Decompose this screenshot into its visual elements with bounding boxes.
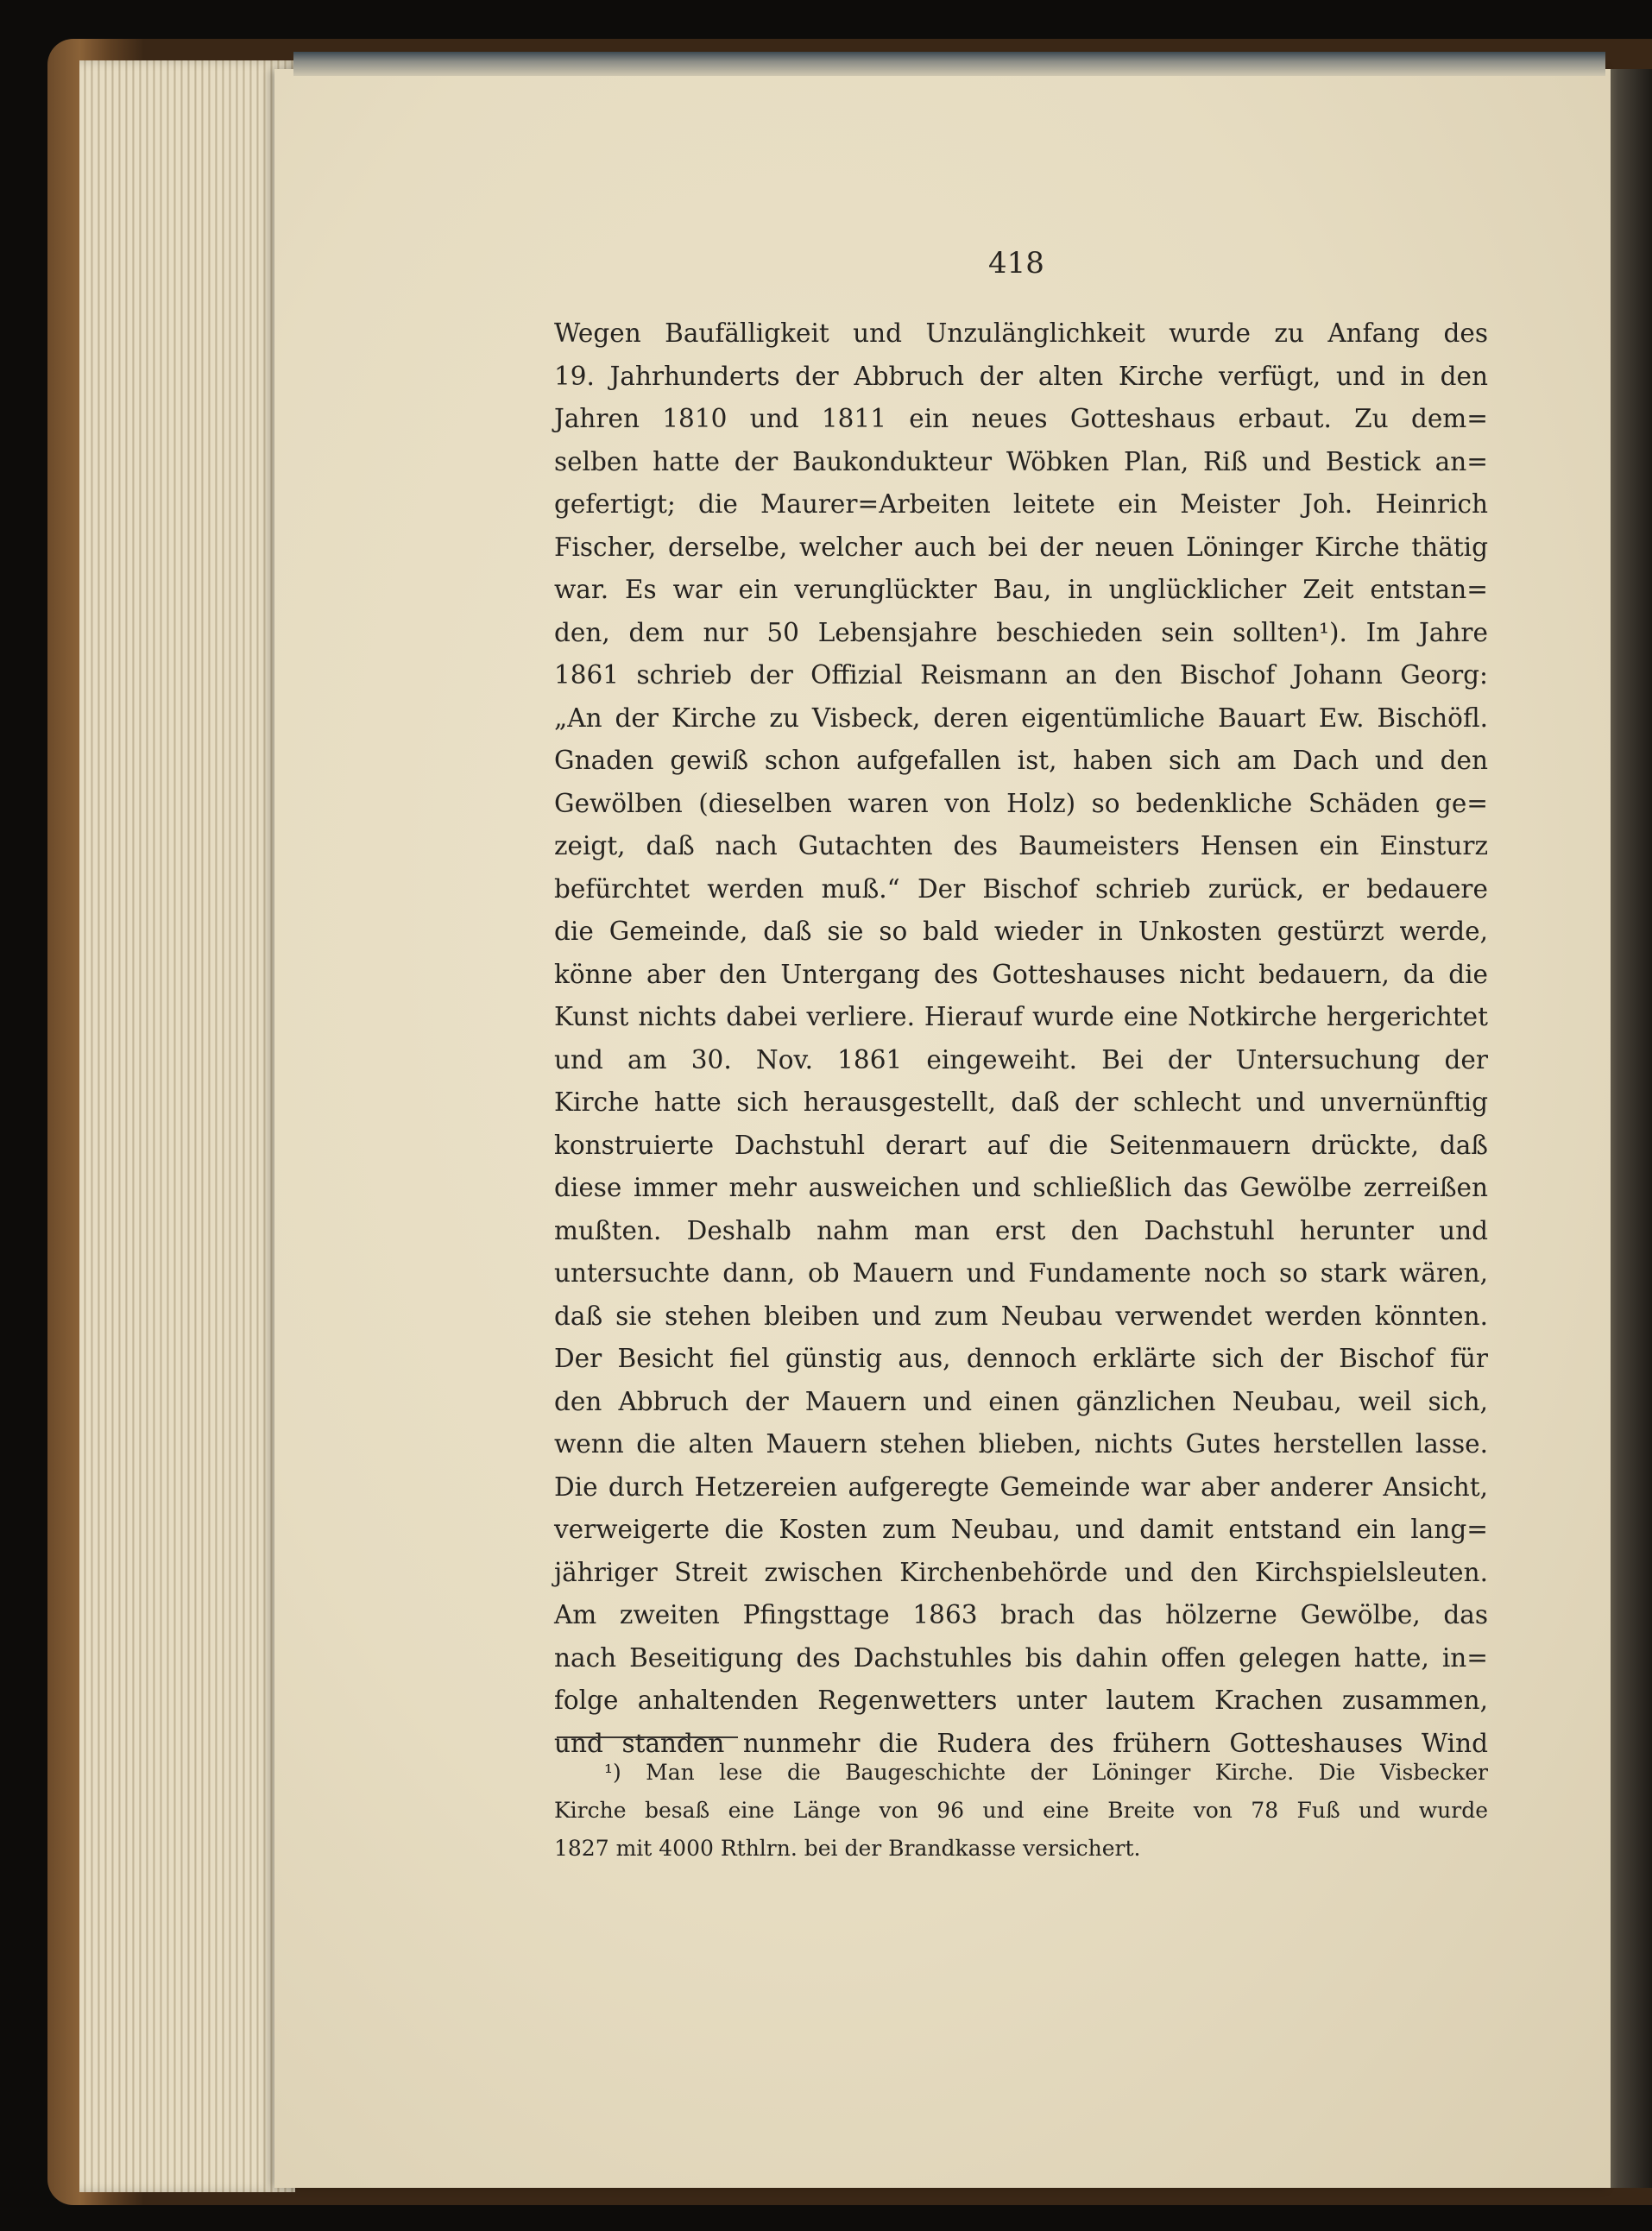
- footnote: [554, 1754, 1488, 1868]
- text-line: Gnaden gewiß schon aufgefallen ist, haben sich am Dach und den: [554, 746, 1488, 775]
- text-line: konstruierte Dachstuhl derart auf die Seitenmauern drückte, daß: [554, 1130, 1488, 1160]
- footnote-line: Kirche besaß eine Länge von 96 und eine Breite von 78 Fuß und wurde: [554, 1798, 1488, 1823]
- text-line: und standen nunmehr die Rudera des frühern Gotteshauses Wind: [554, 1728, 1488, 1758]
- text-line: könne aber den Untergang des Gotteshauses nicht bedauern, da die: [554, 959, 1488, 989]
- footnote-divider: [557, 1736, 738, 1738]
- text-line: 1861 schrieb der Offizial Reismann an den Bischof Johann Georg:: [554, 660, 1488, 690]
- text-line: Am zweiten Pfingsttage 1863 brach das hölzerne Gewölbe, das: [554, 1600, 1488, 1629]
- text-line: zeigt, daß nach Gutachten des Baumeisters Hensen ein Einsturz: [554, 831, 1488, 860]
- footnote-line: 1827 mit 4000 Rthlrn. bei der Brandkasse versichert.: [554, 1836, 1141, 1861]
- text-line: Kirche hatte sich herausgestellt, daß der schlecht und unvernünftig: [554, 1087, 1488, 1117]
- text-line: war. Es war ein verunglückter Bau, in unglücklicher Zeit entstan=: [554, 575, 1488, 604]
- text-line: Der Besicht fiel günstig aus, dennoch erklärte sich der Bischof für: [554, 1344, 1488, 1373]
- text-line: gefertigt; die Maurer=Arbeiten leitete ein Meister Joh. Heinrich: [554, 489, 1488, 519]
- text-line: den Abbruch der Mauern und einen gänzlichen Neubau, weil sich,: [554, 1386, 1488, 1416]
- text-line: mußten. Deshalb nahm man erst den Dachstuhl herunter und: [554, 1215, 1488, 1245]
- text-line: die Gemeinde, daß sie so bald wieder in Unkosten gestürzt werde,: [554, 917, 1488, 946]
- text-line: untersuchte dann, ob Mauern und Fundamente noch so stark wären,: [554, 1258, 1488, 1288]
- text-line: Die durch Hetzereien aufgeregte Gemeinde war aber anderer Ansicht,: [554, 1472, 1488, 1502]
- text-line: Gewölben (dieselben waren von Holz) so bedenkliche Schäden ge=: [554, 788, 1488, 818]
- text-line: selben hatte der Baukondukteur Wöbken Plan, Riß und Bestick an=: [554, 446, 1488, 476]
- page-number: 418: [988, 246, 1044, 280]
- text-line: diese immer mehr ausweichen und schließlich das Gewölbe zerreißen: [554, 1173, 1488, 1202]
- text-line: den, dem nur 50 Lebensjahre beschieden sein sollten¹). Im Jahre: [554, 617, 1488, 647]
- footnote-line: ¹) Man lese die Baugeschichte der Löninger Kirche. Die Visbecker: [604, 1760, 1488, 1785]
- text-line: folge anhaltenden Regenwetters unter lautem Krachen zusammen,: [554, 1686, 1488, 1715]
- text-line: Wegen Baufälligkeit und Unzulänglichkeit wurde zu Anfang des: [554, 318, 1488, 348]
- text-line: nach Beseitigung des Dachstuhles bis dahin offen gelegen hatte, in=: [554, 1642, 1488, 1673]
- text-line: Kunst nichts dabei verliere. Hierauf wurde eine Notkirche hergerichtet: [554, 1002, 1488, 1031]
- text-line: verweigerte die Kosten zum Neubau, und damit entstand ein lang=: [554, 1515, 1488, 1544]
- text-line: „An der Kirche zu Visbeck, deren eigentümliche Bauart Ew. Bischöfl.: [554, 703, 1488, 733]
- page-stack-edge: [79, 60, 295, 2192]
- body-text: [554, 312, 1488, 1765]
- text-line: daß sie stehen bleiben und zum Neubau verwendet werden könnten.: [554, 1301, 1488, 1331]
- text-line: jähriger Streit zwischen Kirchenbehörde und den Kirchspielsleuten.: [554, 1557, 1488, 1587]
- text-line: wenn die alten Mauern stehen blieben, nichts Gutes herstellen lasse.: [554, 1429, 1488, 1459]
- text-line: und am 30. Nov. 1861 eingeweiht. Bei der Untersuchung der: [554, 1044, 1488, 1075]
- text-line: Jahren 1810 und 1811 ein neues Gotteshaus erbaut. Zu dem=: [554, 404, 1488, 433]
- text-line: 19. Jahrhunderts der Abbruch der alten Kirche verfügt, und in den: [554, 361, 1488, 391]
- text-line: befürchtet werden muß.“ Der Bischof schrieb zurück, er bedauere: [554, 873, 1488, 904]
- text-line: Fischer, derselbe, welcher auch bei der neuen Löninger Kirche thätig: [554, 532, 1488, 562]
- page-top-edge: [293, 52, 1605, 76]
